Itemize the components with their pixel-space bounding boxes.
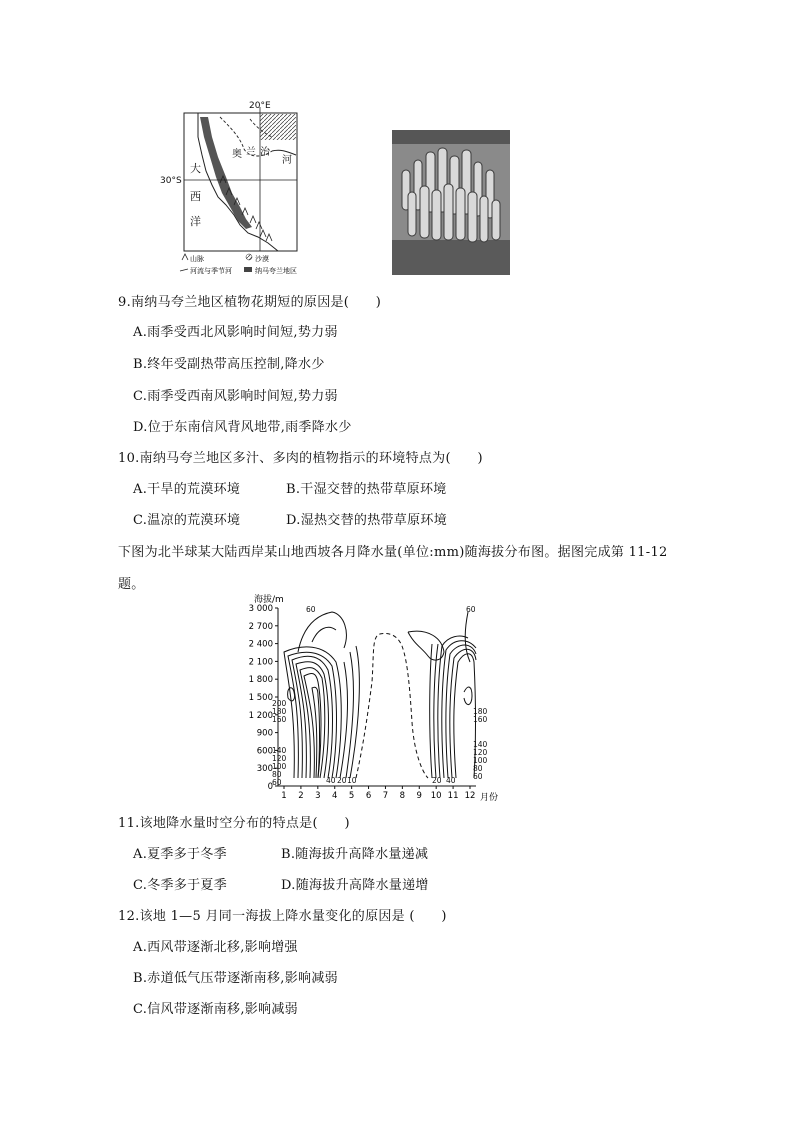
label-left-120: 120 bbox=[272, 754, 287, 763]
desert-hatch bbox=[260, 114, 296, 140]
x-tick-label: 9 bbox=[416, 791, 422, 801]
q10-option-b[interactable]: B.干湿交替的热带草原环境 bbox=[286, 482, 447, 497]
label-left-180: 180 bbox=[272, 707, 287, 716]
label-right-20: 20 bbox=[432, 776, 442, 785]
label-right-180: 180 bbox=[473, 707, 488, 716]
succulent-plant-photo bbox=[392, 130, 510, 275]
y-tick-label: 2 400 bbox=[248, 639, 273, 650]
legend-desert: 沙漠 bbox=[255, 255, 269, 263]
x-tick-label: 7 bbox=[382, 791, 389, 801]
legend-mountain: 山脉 bbox=[190, 255, 204, 263]
q11-option-d[interactable]: D.随海拔升高降水量递增 bbox=[281, 878, 429, 893]
region-char-2: 兰 bbox=[246, 147, 256, 158]
x-tick-label: 12 bbox=[464, 791, 476, 801]
q9-option-b[interactable]: B.终年受副热带高压控制,降水少 bbox=[133, 357, 325, 372]
q10-option-c[interactable]: C.温凉的荒漠环境 bbox=[133, 513, 241, 528]
q10-option-a[interactable]: A.干旱的荒漠环境 bbox=[133, 482, 241, 497]
y-tick-label: 1 800 bbox=[248, 675, 273, 686]
x-tick-label: 6 bbox=[365, 791, 372, 801]
x-tick-label: 8 bbox=[399, 791, 406, 801]
q10-stem: 10.南纳马夸兰地区多汁、多肉的植物指示的环境特点为( ) bbox=[118, 451, 483, 466]
q11-option-b[interactable]: B.随海拔升高降水量递减 bbox=[281, 847, 429, 862]
q9-option-a[interactable]: A.雨季受西北风影响时间短,势力弱 bbox=[133, 325, 338, 340]
label-left-100: 100 bbox=[272, 762, 287, 771]
label-left-160: 160 bbox=[272, 715, 287, 724]
x-tick-label: 3 bbox=[315, 791, 321, 801]
label-left-10: 10 bbox=[347, 776, 357, 785]
x-tick-label: 1 bbox=[281, 791, 287, 801]
label-left-140: 140 bbox=[272, 746, 287, 755]
x-tick-label: 5 bbox=[348, 791, 355, 801]
label-left-20: 20 bbox=[337, 776, 347, 785]
region-char-4: 河 bbox=[282, 155, 292, 166]
y-tick-label: 2 100 bbox=[248, 657, 273, 668]
longitude-label: 20°E bbox=[249, 101, 271, 111]
label-left-200: 200 bbox=[272, 699, 287, 708]
y-tick-label: 2 700 bbox=[248, 621, 273, 632]
q9-option-c[interactable]: C.雨季受西南风影响时间短,势力弱 bbox=[133, 389, 338, 404]
x-tick-label: 4 bbox=[332, 791, 338, 801]
label-left-60: 60 bbox=[272, 778, 282, 787]
label-left-top: 60 bbox=[306, 605, 316, 614]
label-right-60: 60 bbox=[473, 772, 483, 781]
legend-river: 河流与季节河 bbox=[190, 267, 232, 275]
map-legend bbox=[180, 254, 297, 275]
y-tick-label: 300 bbox=[256, 764, 273, 775]
label-right-160: 160 bbox=[473, 715, 488, 724]
namaqualand-map bbox=[160, 97, 310, 277]
label-right-120: 120 bbox=[473, 748, 488, 757]
q10-option-d[interactable]: D.湿热交替的热带草原环境 bbox=[286, 513, 447, 528]
chart-ylabel: 海拔/m bbox=[254, 595, 284, 605]
y-tick-label: 1 200 bbox=[248, 710, 273, 721]
y-tick-label: 900 bbox=[256, 728, 273, 739]
label-right-80: 80 bbox=[473, 764, 483, 773]
q11-stem: 11.该地降水量时空分布的特点是( ) bbox=[118, 816, 350, 831]
q11-option-c[interactable]: C.冬季多于夏季 bbox=[133, 878, 228, 893]
intro-line-1: 下图为北半球某大陆西岸某山地西坡各月降水量(单位:mm)随海拔分布图。据图完成第 11-12 bbox=[118, 545, 668, 560]
label-right-40: 40 bbox=[446, 776, 456, 785]
x-tick-label: 2 bbox=[298, 791, 304, 801]
q12-option-b[interactable]: B.赤道低气压带逐渐南移,影响减弱 bbox=[133, 971, 338, 986]
region-char-1: 奥 bbox=[232, 149, 242, 160]
q9-option-d[interactable]: D.位于东南信风背风地带,雨季降水少 bbox=[133, 420, 352, 435]
x-tick-label: 10 bbox=[430, 791, 442, 801]
q9-stem: 9.南纳马夸兰地区植物花期短的原因是( ) bbox=[118, 295, 382, 310]
region-char-3: 治 bbox=[260, 147, 270, 158]
q12-stem: 12.该地 1—5 月同一海拔上降水量变化的原因是 ( ) bbox=[118, 909, 447, 924]
label-right-top: 60 bbox=[466, 605, 476, 614]
q11-option-a[interactable]: A.夏季多于冬季 bbox=[133, 847, 227, 862]
y-tick-label: 0 bbox=[267, 782, 273, 792]
latitude-label: 30°S bbox=[160, 176, 182, 186]
y-tick-label: 3 000 bbox=[248, 604, 273, 614]
q12-option-c[interactable]: C.信风带逐渐南移,影响减弱 bbox=[133, 1002, 298, 1017]
precipitation-contour-chart bbox=[232, 592, 522, 804]
chart-xlabel: 月份 bbox=[480, 793, 499, 803]
ocean-char-3: 洋 bbox=[190, 215, 201, 228]
y-tick-label: 600 bbox=[256, 746, 273, 757]
ocean-char-2: 西 bbox=[190, 190, 201, 203]
label-right-140: 140 bbox=[473, 740, 488, 749]
legend-region: 纳马夸兰地区 bbox=[255, 267, 297, 275]
intro-line-2: 题。 bbox=[118, 577, 145, 592]
q12-option-a[interactable]: A.西风带逐渐北移,影响增强 bbox=[133, 940, 298, 955]
ocean-char-1: 大 bbox=[190, 162, 201, 175]
label-right-100: 100 bbox=[473, 756, 488, 765]
x-tick-label: 11 bbox=[447, 791, 459, 801]
label-left-40: 40 bbox=[326, 776, 336, 785]
y-tick-label: 1 500 bbox=[248, 693, 273, 703]
label-left-80: 80 bbox=[272, 770, 282, 779]
